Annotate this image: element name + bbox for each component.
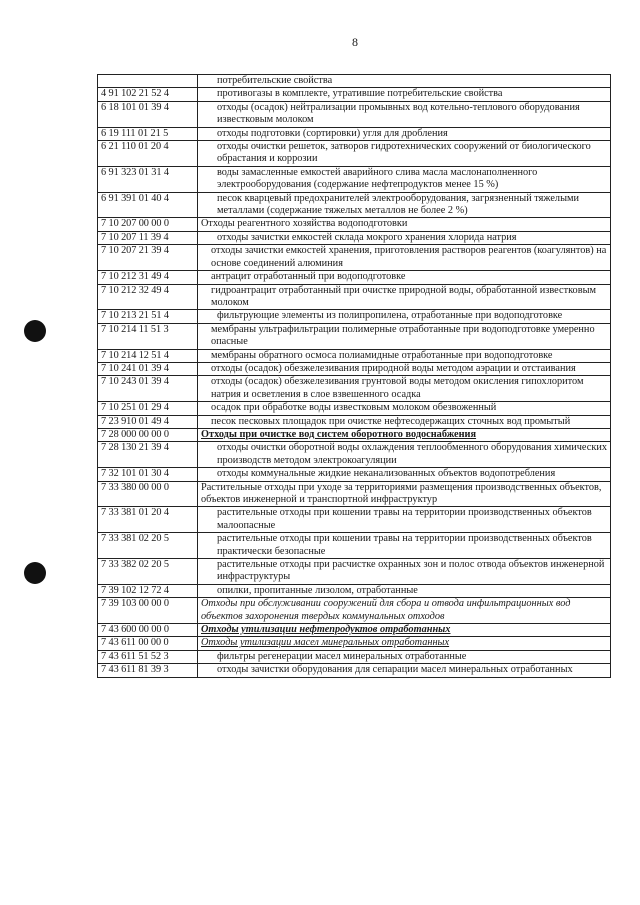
waste-code-cell: 7 10 214 12 51 4	[98, 349, 198, 362]
waste-codes-table	[97, 74, 611, 678]
table-row	[98, 559, 611, 585]
waste-description-text: мембраны ультрафильтрации полимерные отработанные при водоподготовке умеренно опасные	[211, 323, 595, 348]
waste-code-cell: 7 33 381 01 20 4	[98, 507, 198, 533]
waste-code-cell: 7 10 212 32 49 4	[98, 284, 198, 310]
waste-description-text: Отходы реагентного хозяйства водоподготовки	[201, 218, 408, 230]
waste-code-cell: 6 91 323 01 31 4	[98, 166, 198, 192]
table-row	[98, 141, 611, 167]
table-row	[98, 271, 611, 284]
table-row	[98, 245, 611, 271]
waste-code-cell: 6 18 101 01 39 4	[98, 101, 198, 127]
table-row	[98, 218, 611, 231]
table-row	[98, 442, 611, 468]
table-row	[98, 481, 611, 507]
table-row	[98, 598, 611, 624]
waste-description-text: песок кварцевый предохранителей электрооборудования, загрязненный тяжелыми металлами (содержание тяжелых металлов не более 2 %)	[217, 192, 580, 217]
waste-description-text: отходы очистки оборотной воды охлаждения теплообменного оборудования химических производств методом электрокоагуляции	[217, 442, 607, 466]
waste-description-cell	[198, 218, 611, 231]
table-row	[98, 650, 611, 663]
waste-code-cell: 7 28 130 21 39 4	[98, 442, 198, 468]
waste-description-cell	[198, 310, 611, 323]
waste-description-cell	[198, 624, 611, 637]
waste-description-cell	[198, 231, 611, 244]
waste-description-text: потребительские свойства	[217, 75, 333, 86]
waste-description-text: растительные отходы при кошении травы на территории производственных объектов практически безопасные	[217, 533, 592, 557]
waste-code-cell: 6 91 391 01 40 4	[98, 192, 198, 218]
waste-description-text: отходы зачистки емкостей хранения, приготовления растворов реагентов (коагулянтов) на основе соединений алюминия	[211, 245, 607, 269]
waste-description-text: отходы (осадок) нейтрализации промывных вод котельно-теплового оборудования известковым молоком	[217, 101, 580, 126]
waste-description-text: гидроантрацит отработанный при очистке природной воды, обработанной известковым молоком	[211, 284, 597, 308]
table-row	[98, 402, 611, 415]
waste-code-cell: 7 33 382 02 20 5	[98, 559, 198, 585]
waste-description-text: отходы (осадок) обезжелезивания грунтовой воды методом окисления гипохлоритом натрия и осветления в слое взвешенного осадка	[211, 376, 584, 400]
waste-description-text: отходы коммунальные жидкие неканализованных объектов водопотребления	[217, 468, 556, 480]
waste-codes-table-body	[98, 75, 611, 678]
waste-description-text: отходы очистки решеток, затворов гидротехнических сооружений от биологического обрастания и коррозии	[217, 141, 591, 165]
punch-hole-mark	[24, 562, 46, 584]
table-row	[98, 284, 611, 310]
waste-description-text: антрацит отработанный при водоподготовке	[211, 271, 406, 283]
waste-description-text: осадок при обработке воды известковым молоком обезвоженный	[211, 402, 497, 414]
waste-description-text: растительные отходы при кошении травы на территории производственных объектов малоопасные	[217, 507, 592, 531]
waste-code-cell: 7 39 103 00 00 0	[98, 598, 198, 624]
waste-description-text: Растительные отходы при уходе за территориями размещения производственных объектов, объектов инженерной и транспортной инфраструктур	[201, 481, 602, 505]
waste-code-cell: 7 10 213 21 51 4	[98, 310, 198, 323]
waste-description-cell	[198, 271, 611, 284]
waste-description-cell	[198, 141, 611, 167]
waste-description-text: воды замасленные емкостей аварийного слива масла маслонаполненного электрооборудования (содержание нефтепродуктов менее 15 %)	[217, 166, 538, 191]
waste-description-cell	[198, 88, 611, 101]
table-row	[98, 376, 611, 402]
waste-description-text: опилки, пропитанные лизолом, отработанные	[217, 584, 418, 596]
waste-description-cell	[198, 637, 611, 650]
waste-description-cell	[198, 650, 611, 663]
waste-code-cell: 7 10 243 01 39 4	[98, 376, 198, 402]
waste-description-cell	[198, 245, 611, 271]
waste-description-text: Отходы при очистке вод систем оборотного водоснабжения	[201, 428, 477, 440]
waste-code-cell: 7 23 910 01 49 4	[98, 415, 198, 428]
table-row	[98, 468, 611, 481]
table-row	[98, 166, 611, 192]
table-row	[98, 362, 611, 375]
waste-code-cell: 7 39 102 12 72 4	[98, 584, 198, 597]
waste-code-cell: 7 10 214 11 51 3	[98, 323, 198, 349]
table-row	[98, 310, 611, 323]
waste-description-cell	[198, 127, 611, 140]
waste-description-text: фильтры регенерации масел минеральных отработанные	[217, 650, 467, 662]
waste-description-text: противогазы в комплекте, утратившие потребительские свойства	[217, 88, 503, 100]
waste-code-cell: 7 43 611 51 52 3	[98, 650, 198, 663]
table-row	[98, 75, 611, 88]
table-row	[98, 584, 611, 597]
waste-code-cell: 7 33 381 02 20 5	[98, 533, 198, 559]
waste-description-cell	[198, 166, 611, 192]
waste-code-cell: 7 43 600 00 00 0	[98, 624, 198, 637]
waste-code-cell	[98, 75, 198, 88]
table-row	[98, 533, 611, 559]
table-row	[98, 192, 611, 218]
table-row	[98, 349, 611, 362]
table-row	[98, 664, 611, 677]
waste-description-text: отходы зачистки емкостей склада мокрого хранения хлорида натрия	[217, 231, 517, 243]
waste-code-cell: 7 43 611 81 39 3	[98, 664, 198, 677]
waste-code-cell: 6 19 111 01 21 5	[98, 127, 198, 140]
waste-description-cell	[198, 192, 611, 218]
table-row	[98, 637, 611, 650]
table-row	[98, 88, 611, 101]
waste-code-cell: 7 33 380 00 00 0	[98, 481, 198, 507]
table-row	[98, 323, 611, 349]
waste-description-cell	[198, 402, 611, 415]
waste-description-text: отходы (осадок) обезжелезивания природной воды методом аэрации и отстаивания	[211, 362, 576, 374]
waste-code-cell: 7 43 611 00 00 0	[98, 637, 198, 650]
waste-description-cell	[198, 507, 611, 533]
page-number: 8	[352, 35, 358, 49]
waste-description-cell	[198, 101, 611, 127]
waste-description-cell	[198, 481, 611, 507]
waste-code-cell: 7 28 000 00 00 0	[98, 428, 198, 441]
waste-description-cell	[198, 584, 611, 597]
waste-code-cell: 7 10 241 01 39 4	[98, 362, 198, 375]
waste-description-text: отходы подготовки (сортировки) угля для дробления	[217, 127, 448, 139]
waste-description-cell	[198, 415, 611, 428]
waste-description-text: фильтрующие элементы из полипропилена, отработанные при водоподготовке	[217, 310, 563, 322]
punch-hole-mark	[24, 320, 46, 342]
waste-description-cell	[198, 559, 611, 585]
waste-description-text: мембраны обратного осмоса полиамидные отработанные при водоподготовке	[211, 349, 553, 361]
table-row	[98, 101, 611, 127]
table-row	[98, 231, 611, 244]
waste-description-cell	[198, 376, 611, 402]
waste-description-cell	[198, 598, 611, 624]
table-row	[98, 624, 611, 637]
waste-code-cell: 4 91 102 21 52 4	[98, 88, 198, 101]
waste-code-cell: 7 10 212 31 49 4	[98, 271, 198, 284]
waste-description-cell	[198, 323, 611, 349]
waste-description-cell	[198, 533, 611, 559]
table-row	[98, 428, 611, 441]
waste-description-text: растительные отходы при расчистке охранных зон и полос отвода объектов инженерной инфраструктуры	[217, 559, 605, 583]
waste-description-text: Отходы утилизации нефтепродуктов отработанных	[201, 624, 451, 636]
table-row	[98, 127, 611, 140]
table-row	[98, 507, 611, 533]
waste-description-text: песок песковых площадок при очистке нефтесодержащих сточных вод промытый	[211, 415, 571, 427]
waste-description-cell	[198, 428, 611, 441]
waste-code-cell: 7 10 207 21 39 4	[98, 245, 198, 271]
waste-description-cell	[198, 349, 611, 362]
waste-description-text: Отходы при обслуживании сооружений для сбора и отвода инфильтрационных вод объектов захоронения твердых коммунальных отходов	[201, 598, 571, 622]
waste-description-text: отходы зачистки оборудования для сепарации масел минеральных отработанных	[217, 664, 573, 676]
waste-description-cell	[198, 362, 611, 375]
waste-code-cell: 7 10 207 00 00 0	[98, 218, 198, 231]
waste-description-cell	[198, 468, 611, 481]
waste-code-cell: 7 10 207 11 39 4	[98, 231, 198, 244]
waste-code-cell: 6 21 110 01 20 4	[98, 141, 198, 167]
waste-code-cell: 7 10 251 01 29 4	[98, 402, 198, 415]
waste-description-cell	[198, 442, 611, 468]
table-row	[98, 415, 611, 428]
waste-description-cell	[198, 75, 611, 88]
waste-description-cell	[198, 284, 611, 310]
waste-description-text: Отходы утилизации масел минеральных отработанных	[201, 637, 450, 649]
waste-code-cell: 7 32 101 01 30 4	[98, 468, 198, 481]
waste-description-cell	[198, 664, 611, 677]
